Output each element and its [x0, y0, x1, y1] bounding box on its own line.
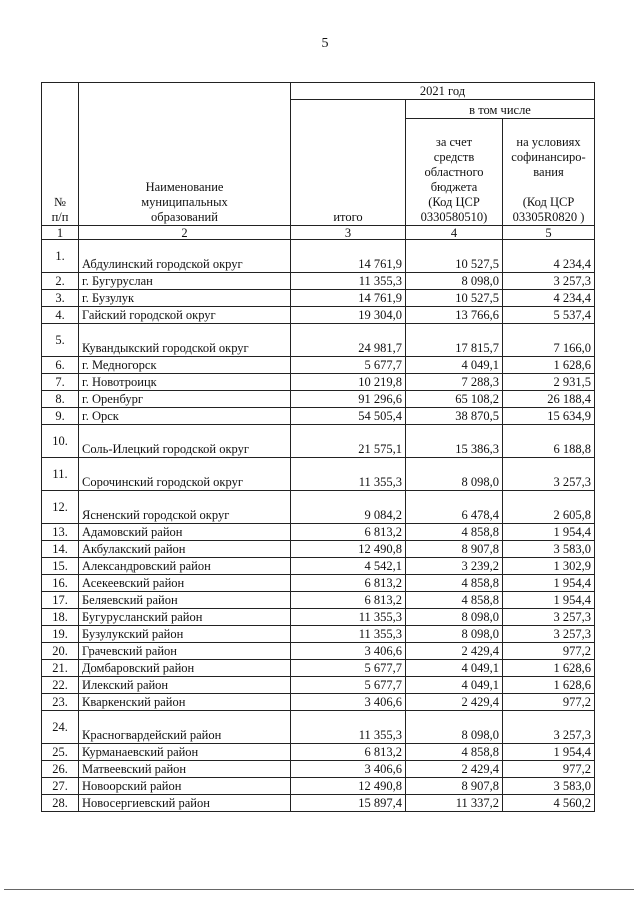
row-cofinancing: 3 583,0 — [503, 778, 595, 795]
row-regional: 8 098,0 — [406, 609, 503, 626]
row-total: 3 406,6 — [291, 643, 406, 660]
row-total: 6 813,2 — [291, 575, 406, 592]
row-number: 9. — [42, 408, 79, 425]
row-total: 54 505,4 — [291, 408, 406, 425]
table-row — [42, 592, 595, 609]
row-number: 10. — [42, 425, 79, 458]
row-name: Грачевский район — [79, 643, 291, 660]
row-number: 18. — [42, 609, 79, 626]
row-regional: 8 098,0 — [406, 273, 503, 290]
table-row — [42, 408, 595, 425]
table-row — [42, 609, 595, 626]
row-cofinancing: 1 954,4 — [503, 744, 595, 761]
row-cofinancing: 1 628,6 — [503, 357, 595, 374]
row-total: 11 355,3 — [291, 626, 406, 643]
table-row — [42, 694, 595, 711]
row-name: Абдулинский городской округ — [79, 240, 291, 273]
row-regional: 7 288,3 — [406, 374, 503, 391]
row-name: Бузулукский район — [79, 626, 291, 643]
row-total: 12 490,8 — [291, 541, 406, 558]
column-number: 1 — [42, 226, 79, 240]
row-number: 13. — [42, 524, 79, 541]
row-total: 6 813,2 — [291, 524, 406, 541]
row-cofinancing: 4 234,4 — [503, 290, 595, 307]
row-number: 14. — [42, 541, 79, 558]
row-regional: 8 098,0 — [406, 711, 503, 744]
row-total: 5 677,7 — [291, 677, 406, 694]
row-number: 26. — [42, 761, 79, 778]
row-total: 3 406,6 — [291, 694, 406, 711]
row-cofinancing: 4 560,2 — [503, 795, 595, 812]
row-name: Соль-Илецкий городской округ — [79, 425, 291, 458]
header-name: Наименование муниципальных образований — [79, 83, 291, 226]
row-name: г. Бузулук — [79, 290, 291, 307]
row-number: 20. — [42, 643, 79, 660]
row-name: Курманаевский район — [79, 744, 291, 761]
row-number: 1. — [42, 240, 79, 273]
row-regional: 10 527,5 — [406, 290, 503, 307]
row-number: 6. — [42, 357, 79, 374]
table-row — [42, 273, 595, 290]
row-number: 12. — [42, 491, 79, 524]
header-including: в том числе — [406, 100, 595, 119]
row-number: 22. — [42, 677, 79, 694]
row-total: 14 761,9 — [291, 240, 406, 273]
row-regional: 4 858,8 — [406, 524, 503, 541]
row-cofinancing: 1 628,6 — [503, 677, 595, 694]
table-row — [42, 491, 595, 524]
header-regional: за счет средств областного бюджета (Код ЦСР 0330580510) — [406, 119, 503, 226]
row-number: 28. — [42, 795, 79, 812]
table-row — [42, 575, 595, 592]
table-row — [42, 324, 595, 357]
table-row — [42, 458, 595, 491]
row-total: 21 575,1 — [291, 425, 406, 458]
column-number: 4 — [406, 226, 503, 240]
table-row — [42, 374, 595, 391]
row-number: 19. — [42, 626, 79, 643]
row-number: 27. — [42, 778, 79, 795]
table-row — [42, 660, 595, 677]
row-number: 25. — [42, 744, 79, 761]
row-cofinancing: 5 537,4 — [503, 307, 595, 324]
row-total: 91 296,6 — [291, 391, 406, 408]
row-number: 16. — [42, 575, 79, 592]
header-cofinancing: на условиях софинансиро- вания (Код ЦСР 03305R0820 ) — [503, 119, 595, 226]
row-cofinancing: 1 954,4 — [503, 575, 595, 592]
row-name: Адамовский район — [79, 524, 291, 541]
table-row — [42, 357, 595, 374]
row-regional: 8 098,0 — [406, 626, 503, 643]
row-number: 23. — [42, 694, 79, 711]
table-row — [42, 307, 595, 324]
row-cofinancing: 4 234,4 — [503, 240, 595, 273]
row-number: 5. — [42, 324, 79, 357]
row-regional: 2 429,4 — [406, 694, 503, 711]
table-row — [42, 643, 595, 660]
row-total: 14 761,9 — [291, 290, 406, 307]
row-regional: 17 815,7 — [406, 324, 503, 357]
subsidy-table — [41, 82, 595, 812]
row-name: Акбулакский район — [79, 541, 291, 558]
row-name: Сорочинский городской округ — [79, 458, 291, 491]
row-cofinancing: 3 257,3 — [503, 458, 595, 491]
row-name: Новоорский район — [79, 778, 291, 795]
row-total: 24 981,7 — [291, 324, 406, 357]
row-total: 12 490,8 — [291, 778, 406, 795]
table-row — [42, 391, 595, 408]
row-total: 11 355,3 — [291, 458, 406, 491]
table-row — [42, 541, 595, 558]
row-regional: 4 858,8 — [406, 592, 503, 609]
row-total: 9 084,2 — [291, 491, 406, 524]
row-number: 21. — [42, 660, 79, 677]
row-number: 2. — [42, 273, 79, 290]
row-name: Матвеевский район — [79, 761, 291, 778]
row-number: 7. — [42, 374, 79, 391]
row-regional: 4 858,8 — [406, 575, 503, 592]
table-row — [42, 290, 595, 307]
row-cofinancing: 1 302,9 — [503, 558, 595, 575]
row-name: Бугурусланский район — [79, 609, 291, 626]
row-name: Александровский район — [79, 558, 291, 575]
row-number: 3. — [42, 290, 79, 307]
row-cofinancing: 3 257,3 — [503, 273, 595, 290]
row-name: Красногвардейский район — [79, 711, 291, 744]
row-name: г. Медногорск — [79, 357, 291, 374]
row-regional: 6 478,4 — [406, 491, 503, 524]
row-cofinancing: 3 257,3 — [503, 609, 595, 626]
row-regional: 13 766,6 — [406, 307, 503, 324]
row-cofinancing: 3 257,3 — [503, 711, 595, 744]
row-cofinancing: 26 188,4 — [503, 391, 595, 408]
row-name: Кваркенский район — [79, 694, 291, 711]
row-total: 11 355,3 — [291, 609, 406, 626]
row-total: 6 813,2 — [291, 744, 406, 761]
row-cofinancing: 1 628,6 — [503, 660, 595, 677]
row-total: 10 219,8 — [291, 374, 406, 391]
row-name: Кувандыкский городской округ — [79, 324, 291, 357]
row-total: 4 542,1 — [291, 558, 406, 575]
row-total: 6 813,2 — [291, 592, 406, 609]
header-total: итого — [291, 100, 406, 226]
row-regional: 4 049,1 — [406, 357, 503, 374]
row-regional: 11 337,2 — [406, 795, 503, 812]
row-cofinancing: 15 634,9 — [503, 408, 595, 425]
row-regional: 2 429,4 — [406, 643, 503, 660]
row-number: 4. — [42, 307, 79, 324]
row-name: г. Орск — [79, 408, 291, 425]
row-total: 15 897,4 — [291, 795, 406, 812]
table-row — [42, 677, 595, 694]
row-number: 8. — [42, 391, 79, 408]
row-name: Асекеевский район — [79, 575, 291, 592]
table-row — [42, 425, 595, 458]
table-row — [42, 711, 595, 744]
table-row — [42, 626, 595, 643]
bottom-edge-line — [4, 889, 634, 890]
row-cofinancing: 3 583,0 — [503, 541, 595, 558]
row-number: 17. — [42, 592, 79, 609]
row-cofinancing: 1 954,4 — [503, 524, 595, 541]
row-regional: 8 098,0 — [406, 458, 503, 491]
header-number: № п/п — [42, 83, 79, 226]
row-cofinancing: 977,2 — [503, 761, 595, 778]
row-name: г. Новотроицк — [79, 374, 291, 391]
row-cofinancing: 3 257,3 — [503, 626, 595, 643]
row-cofinancing: 2 931,5 — [503, 374, 595, 391]
row-cofinancing: 2 605,8 — [503, 491, 595, 524]
row-name: г. Бугуруслан — [79, 273, 291, 290]
row-number: 11. — [42, 458, 79, 491]
row-regional: 2 429,4 — [406, 761, 503, 778]
header-year: 2021 год — [291, 83, 595, 100]
row-regional: 4 049,1 — [406, 677, 503, 694]
row-name: Беляевский район — [79, 592, 291, 609]
row-name: Домбаровский район — [79, 660, 291, 677]
row-regional: 4 049,1 — [406, 660, 503, 677]
row-name: Новосергиевский район — [79, 795, 291, 812]
table-row — [42, 744, 595, 761]
table-row — [42, 778, 595, 795]
row-total: 11 355,3 — [291, 711, 406, 744]
row-total: 19 304,0 — [291, 307, 406, 324]
column-number: 3 — [291, 226, 406, 240]
row-regional: 15 386,3 — [406, 425, 503, 458]
row-name: Илекский район — [79, 677, 291, 694]
row-total: 3 406,6 — [291, 761, 406, 778]
table-row — [42, 795, 595, 812]
row-regional: 38 870,5 — [406, 408, 503, 425]
page-number: 5 — [321, 36, 329, 51]
row-cofinancing: 977,2 — [503, 643, 595, 660]
row-cofinancing: 7 166,0 — [503, 324, 595, 357]
row-name: Ясненский городской округ — [79, 491, 291, 524]
row-total: 5 677,7 — [291, 660, 406, 677]
row-cofinancing: 977,2 — [503, 694, 595, 711]
table-row — [42, 558, 595, 575]
row-cofinancing: 6 188,8 — [503, 425, 595, 458]
row-name: Гайский городской округ — [79, 307, 291, 324]
row-number: 15. — [42, 558, 79, 575]
row-regional: 8 907,8 — [406, 541, 503, 558]
column-number: 2 — [79, 226, 291, 240]
row-regional: 10 527,5 — [406, 240, 503, 273]
row-total: 5 677,7 — [291, 357, 406, 374]
row-number: 24. — [42, 711, 79, 744]
row-regional: 3 239,2 — [406, 558, 503, 575]
table-row — [42, 240, 595, 273]
row-regional: 8 907,8 — [406, 778, 503, 795]
column-number: 5 — [503, 226, 595, 240]
row-total: 11 355,3 — [291, 273, 406, 290]
table-row — [42, 761, 595, 778]
table-row — [42, 524, 595, 541]
row-regional: 4 858,8 — [406, 744, 503, 761]
row-regional: 65 108,2 — [406, 391, 503, 408]
row-name: г. Оренбург — [79, 391, 291, 408]
row-cofinancing: 1 954,4 — [503, 592, 595, 609]
